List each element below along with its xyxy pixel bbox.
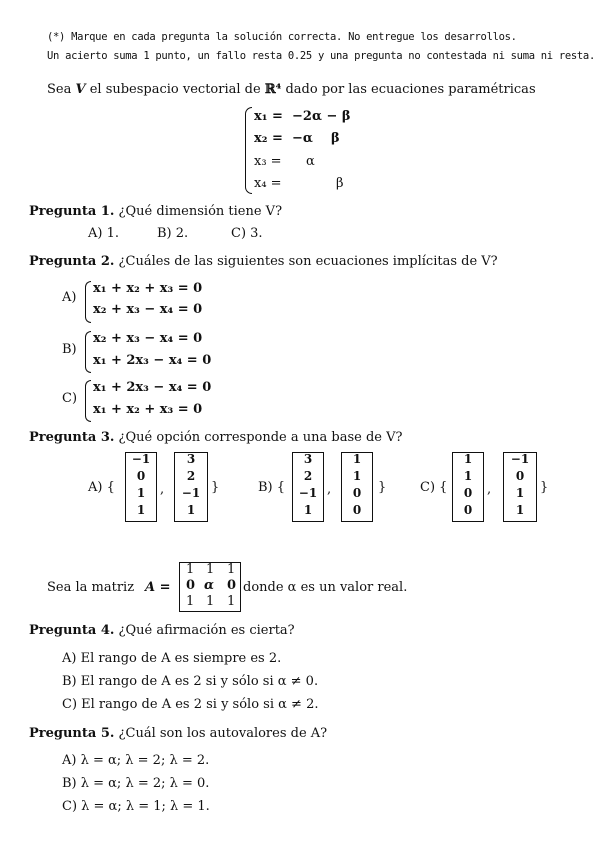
param-eq-rhs: −2α − β	[292, 109, 351, 124]
vector-entry: 0	[463, 503, 473, 517]
vector-comma: ,	[327, 482, 332, 497]
param-eq-rhs: β	[336, 176, 344, 191]
q5-option-c[interactable]: C) λ = α; λ = 1; λ = 1.	[62, 799, 210, 814]
matrix-intro-pre: Sea la matriz	[47, 580, 135, 595]
q2-option-a-brace	[85, 281, 91, 323]
vector-entry: 2	[303, 469, 313, 483]
matrix-entry: 0	[186, 578, 196, 593]
q3-option-b-vector-2	[341, 452, 373, 522]
q2-option-c-eq1: x₁ + 2x₃ − x₄ = 0	[93, 380, 212, 395]
q3-option-c-vector-2	[503, 452, 537, 522]
vector-entry: 1	[352, 469, 362, 483]
q3-option-a-vector-1	[125, 452, 157, 522]
question-text: ¿Qué opción corresponde a una base de V?	[114, 430, 403, 445]
intro-text-post: dado por las ecuaciones paramétricas	[281, 82, 536, 97]
matrix-entry: α	[204, 578, 215, 593]
question-label: Pregunta 4.	[29, 623, 115, 638]
param-eq-lhs: x₃ =	[254, 154, 282, 169]
vector-entry: 1	[463, 452, 473, 466]
vector-entry: 1	[136, 486, 146, 500]
q1-option-c[interactable]: C) 3.	[231, 226, 263, 241]
intro-V: V	[75, 82, 86, 97]
question-2	[29, 254, 498, 269]
q5-option-a[interactable]: A) λ = α; λ = 2; λ = 2.	[62, 753, 210, 768]
param-eq-rhs: −α β	[292, 131, 340, 146]
q2-option-a-eq2: x₂ + x₃ − x₄ = 0	[93, 302, 203, 317]
question-5	[29, 726, 327, 741]
vector-entry: 1	[352, 452, 362, 466]
q3-option-b-letter[interactable]: B) {	[258, 480, 286, 495]
set-close-brace: }	[378, 480, 387, 495]
q2-option-c-letter[interactable]: C)	[62, 391, 78, 406]
question-text: ¿Cuál son los autovalores de A?	[114, 726, 328, 741]
matrix-entry: 1	[206, 562, 215, 577]
q2-option-b-brace	[85, 331, 91, 373]
question-text: ¿Cuáles de las siguientes son ecuaciones implícitas de V?	[114, 254, 498, 269]
vector-comma: ,	[160, 482, 165, 497]
vector-entry: −1	[298, 486, 318, 500]
param-eq-lhs: x₁ =	[254, 109, 283, 124]
q2-option-b-letter[interactable]: B)	[62, 342, 77, 357]
q3-option-a-vector-2	[174, 452, 208, 522]
intro-text-pre: Sea	[47, 82, 76, 97]
q1-option-a[interactable]: A) 1.	[88, 226, 119, 241]
matrix-entry: 1	[227, 562, 236, 577]
q4-option-b[interactable]: B) El rango de A es 2 si y sólo si α ≠ 0.	[62, 674, 319, 689]
matrix-entry: 1	[186, 562, 195, 577]
matrix-intro-post: donde α es un valor real.	[243, 580, 408, 595]
question-text: ¿Qué dimensión tiene V?	[114, 204, 283, 219]
q2-option-a-letter[interactable]: A)	[62, 290, 77, 305]
q3-option-c-vector-1	[452, 452, 484, 522]
vector-entry: 0	[515, 469, 525, 483]
q2-option-b-eq2: x₁ + 2x₃ − x₄ = 0	[93, 353, 212, 368]
q4-option-a[interactable]: A) El rango de A es siempre es 2.	[62, 651, 282, 666]
q2-option-c-brace	[85, 380, 91, 422]
vector-entry: 1	[515, 486, 525, 500]
intro-text-mid: el subespacio vectorial de	[85, 82, 265, 97]
vector-entry: −1	[510, 452, 530, 466]
set-close-brace: }	[540, 480, 549, 495]
matrix-entry: 1	[227, 594, 236, 609]
question-label: Pregunta 1.	[29, 204, 115, 219]
vector-entry: 3	[303, 452, 313, 466]
q3-option-c-letter[interactable]: C) {	[420, 480, 448, 495]
vector-entry: 1	[303, 503, 313, 517]
vector-entry: 3	[186, 452, 196, 466]
q2-option-c-eq2: x₁ + x₂ + x₃ = 0	[93, 402, 203, 417]
matrix-entry: 0	[227, 578, 237, 593]
vector-entry: −1	[181, 486, 201, 500]
param-eq-lhs: x₄ =	[254, 176, 282, 191]
vector-entry: 0	[136, 469, 146, 483]
question-label: Pregunta 5.	[29, 726, 115, 741]
q4-option-c[interactable]: C) El rango de A es 2 si y sólo si α ≠ 2.	[62, 697, 319, 712]
param-eq-lhs: x₂ =	[254, 131, 283, 146]
vector-comma: ,	[487, 482, 492, 497]
question-text: ¿Qué afirmación es cierta?	[114, 623, 295, 638]
vector-entry: −1	[131, 452, 151, 466]
vector-entry: 2	[186, 469, 196, 483]
vector-entry: 0	[352, 486, 362, 500]
question-label: Pregunta 2.	[29, 254, 115, 269]
q3-option-a-letter[interactable]: A) {	[88, 480, 115, 495]
q2-option-b-eq1: x₂ + x₃ − x₄ = 0	[93, 331, 203, 346]
question-1	[29, 204, 282, 219]
q3-option-b-vector-1	[292, 452, 324, 522]
q2-option-a-eq1: x₁ + x₂ + x₃ = 0	[93, 281, 203, 296]
vector-entry: 1	[136, 503, 146, 517]
matrix-A	[179, 562, 241, 612]
vector-entry: 0	[352, 503, 362, 517]
vector-entry: 0	[463, 486, 473, 500]
param-brace	[245, 107, 252, 194]
instructions-line-2: Un acierto suma 1 punto, un fallo resta 0.25 y una pregunta no contestada ni suma ni resta.	[47, 50, 595, 62]
subspace-intro	[47, 82, 536, 97]
q1-option-b[interactable]: B) 2.	[157, 226, 189, 241]
matrix-entry: 1	[206, 594, 215, 609]
intro-R4: ℝ⁴	[264, 82, 282, 97]
vector-entry: 1	[186, 503, 196, 517]
vector-entry: 1	[463, 469, 473, 483]
param-eq-rhs: α	[306, 154, 315, 169]
instructions-line-1: (*) Marque en cada pregunta la solución correcta. No entregue los desarrollos.	[47, 31, 517, 43]
question-4	[29, 623, 295, 638]
question-label: Pregunta 3.	[29, 430, 115, 445]
matrix-label-A: A =	[145, 580, 171, 595]
vector-entry: 1	[515, 503, 525, 517]
matrix-entry: 1	[186, 594, 195, 609]
q5-option-b[interactable]: B) λ = α; λ = 2; λ = 0.	[62, 776, 210, 791]
set-close-brace: }	[211, 480, 220, 495]
question-3	[29, 430, 402, 445]
